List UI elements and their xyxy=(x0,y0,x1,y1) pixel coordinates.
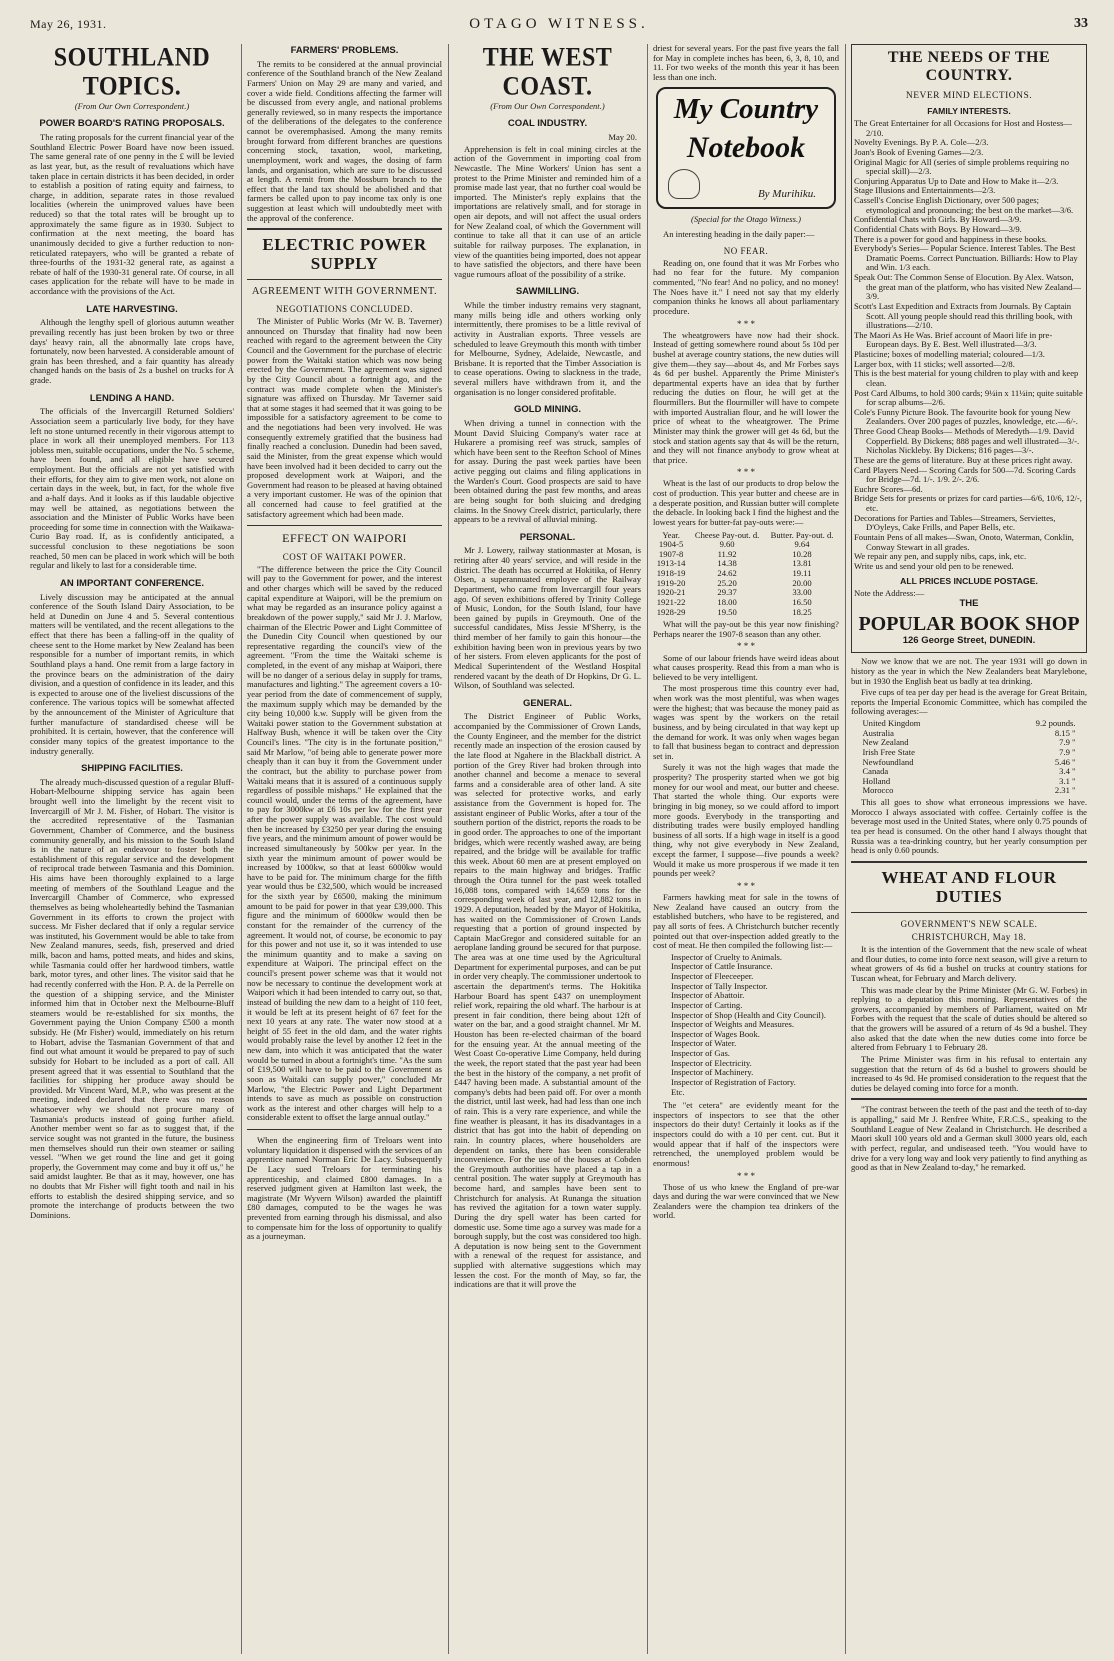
subheading: AGREEMENT WITH GOVERNMENT. xyxy=(251,286,438,298)
country-cell: New Zealand xyxy=(862,737,909,748)
table-cell: 9.60 xyxy=(719,539,735,550)
country-cell: Australia xyxy=(862,727,894,738)
column-rule xyxy=(241,44,242,1654)
paragraph: "The difference between the price the City Council will pay to the Government for power, and the interest and other charges which will be saved by the reduced capital expenditure at Waipori, will be the premium on what may be regarded as an insurance policy against a breakdown of the power supply," said Mr J. J. Marlow, chairman of the Electric Power and Light Committee of the Dunedin City Council when questioned by our representative regarding the council's view of the agreement. "From the time the Waitaki scheme is completed, in the event of any mishap at Waipori, there will be no danger of a serious delay in supply for trams, manufactures and lighting." The agreement covers a 10-year period from the date of commencement of supply, the maximum supply which may be demanded by the city being 10,000 k.w. Supply will be given from the Waitaki power station to the Government substation at Halfway Bush, whence it will be taken over the City Council's lines. "The city is in the fortunate position," said Mr Marlow, "of being able to generate power more cheaply than it can buy it from the Government under the contract, but the ability to purchase power from Waitaki means that it is assured of a continuous supply regardless of possible mishaps." He explained that the council would, under the terms of the agreement, have to pay for 3000kw at £6 10s per kw for the first year after the power supply was available. The cost would then be increased by £3250 per year during the ensuing five years, and the minimum amount of power would be increased simultaneously by 500kw per year. In the sixth year the minimum amount of power would be increased by 1000kw, so that at least 6000kw would have to be paid for. The minimum charge for the fifth year would thus be £32,500, which would be increased for the sixth year by £6500, making the minimum amount to be paid for power in that year £39,000. This figure and the minimum of 6000kw would then be constant for the remainder of the currency of the agreement. It would not, of course, be economic to pay for this power and not use it, so it was intended to use the minimum quantity and to make a saving on expenditure at Waipori. The principal effect on the council's present power scheme was that it would not now be necessary to continue the development work at Waipori which it had been intended to carry out, so that, instead of building the new dam to a height of 110 feet, it would be left at its present height of 67 feet for the next 10 years at any rate. The water now stood at a height of 55 feet in the old dam, and the water rights would probably raise the level by another 12 feet in the new dam, into which it was anticipated that the water would be turned in about a fortnight's time. "As the sum of £19,500 will have to be paid to the Government as soon as Waitaki can supply power," concluded Mr Marlow, "the Electric Power and Light Department intends to save as much as possible on construction work as the interest and other charges will help to a considerable extent to offset the large annual outlay." xyxy=(247,563,442,1123)
value-cell: 3.1 " xyxy=(1059,775,1076,786)
table-header: Butter. Pay-out. d. xyxy=(770,529,834,540)
ad-items xyxy=(854,119,1084,571)
list-item: Etc. xyxy=(671,1086,685,1097)
table-cell: 18.25 xyxy=(792,606,812,617)
column-rule xyxy=(845,44,846,1654)
paragraph: driest for several years. For the past five years the fall for May in complete inches has been, 6, 3, 8, 10, and 11. For two weeks of the month this year it has been less than one inch. xyxy=(653,44,839,82)
paper-name: OTAGO WITNESS. xyxy=(469,16,649,32)
ad-item: The Maori As He Was. Brief account of Maori life in pre-European days. By E. Best. Well illustrated—3/3. xyxy=(854,329,1053,350)
paragraph: It is the intention of the Government that the new scale of wheat and flour duties, to come into force next season, will give a return to wheat growers of 4s 6d a bushel on trucks at country stations for Tuscan wheat, for February and March delivery. xyxy=(851,944,1087,983)
table-cell: 19.50 xyxy=(717,606,737,617)
country-cell: Irish Free State xyxy=(862,746,915,757)
ad-item: Decorations for Parties and Tables—Streamers, Serviettes, D'Oyleys, Cake Frills, and Paper Bells, etc. xyxy=(854,512,1056,533)
table-cell: 1907-8 xyxy=(658,548,684,559)
column-rule xyxy=(448,44,449,1654)
value-cell: 7.9 " xyxy=(1059,746,1076,757)
section-heading: NO FEAR. xyxy=(723,245,769,256)
table-cell: 9.64 xyxy=(794,539,810,550)
list-item: Inspector of Water. xyxy=(671,1038,737,1049)
list-item: Inspector of Cattle Insurance. xyxy=(671,961,773,972)
table-header: Cheese Pay-out. d. xyxy=(694,529,760,540)
section-heading: AN IMPORTANT CONFERENCE. xyxy=(60,577,204,589)
country-cell: Newfoundland xyxy=(862,756,914,767)
list-item: Inspector of Shop (Health and City Council). xyxy=(671,1009,826,1020)
column-west-coast xyxy=(454,44,641,1656)
divider xyxy=(851,912,1087,913)
paragraph: The Prime Minister was firm in his refusal to entertain any suggestion that the return of 4s 6d a bushel to growers should be increased to 4s 9d. He promised consideration to the request that the duties be delayed coming into force for a month. xyxy=(851,1053,1087,1093)
list-item: Inspector of Tally Inspector. xyxy=(671,980,768,991)
shop-address: 126 George Street, DUNEDIN. xyxy=(902,634,1036,646)
value-cell: 5.46 " xyxy=(1054,756,1076,767)
paragraph: Wheat is the last of our products to drop below the cost of production. This year butter and cheese are in a desperate position, and Russian butter will complete the debacle. In looking back I find the highest and the lowest years for butter-fat pay-outs were:— xyxy=(653,478,839,527)
ad-item: Fountain Pens of all makes—Swan, Onoto, Waterman, Conklin, Conway Stewart in all grades. xyxy=(854,531,1074,552)
ad-item: There is a power for good and happiness in these books. xyxy=(854,233,1048,244)
article-title: ELECTRIC POWER SUPPLY xyxy=(262,235,427,274)
value-cell: 2.31 " xyxy=(1054,785,1076,796)
table-cell: 20.00 xyxy=(792,577,812,588)
table-cell: 1928-29 xyxy=(656,606,686,617)
divider xyxy=(247,228,442,230)
table-cell: 24.62 xyxy=(717,568,737,579)
postage-note: ALL PRICES INCLUDE POSTAGE. xyxy=(900,576,1038,587)
column-farmers-power xyxy=(247,44,442,1656)
paragraph: The Minister of Public Works (Mr W. B. Taverner) announced on Thursday that finality had now been reached with regard to the agreement between the City Council and the Government for the purchase of electric power from the Waitaki station which was now being erected by the Government. The agreement was signed by the City Council about a fortnight ago, and the contract was made complete when the Minister's signature was affixed on Thursday. Mr Taverner said that at some stages it had seemed that it was going to be impossible for a satisfactory agreement to be come to and the negotiations had been very involved. He was consequently extremely gratified that the business had finally reached a conclusion. Dunedin had been saved, said the Minister, from the great expense which would have been involved had it been decided to carry out the proposed development work at Waipori, and the Government had reason to be pleased at having obtained a very important customer. He was of the opinion that all concerned had cause to feel gratified at the satisfactory agreement which had been made. xyxy=(247,316,442,519)
paragraph: This all goes to show what erroneous impressions we have. Morocco I always associated with coffee. Certainly coffee is the beverage most used in the United States, where only 0.75 pounds of tea per head is consumed. On the other hand I always thought that Russia was a tea-drinking country, but her yearly consumption per head is only 0.60 pounds. xyxy=(851,797,1087,856)
section-heading: PERSONAL. xyxy=(519,531,576,543)
address-note: Note the Address:— xyxy=(854,588,925,599)
ad-item: Conjuring Apparatus Up to Date and How to Make it—2/3. xyxy=(854,175,1059,186)
paragraph: What will the pay-out be this year now finishing? Perhaps nearer the 1907-8 season than any other. xyxy=(653,619,839,639)
column-rule xyxy=(647,44,648,1654)
country-notebook-logo xyxy=(656,87,836,209)
paragraph: Those of us who knew the England of pre-war days and during the war were convinced that we New Zealanders were the champion tea drinkers of the world. xyxy=(653,1181,839,1221)
separator-stars: * * * xyxy=(737,318,755,329)
table-cell: 1921-22 xyxy=(656,596,686,607)
paragraph: The remits to be considered at the annual provincial conference of the Southland branch of the New Zealand Farmers' Union on May 29 are many and varied, and cover a wide field. Conditions affecting the farmer will be discussed from every angle, and national problems generally reviewed, so in many respects the importance of the deliberations of the delegates to the conference cannot be overemphasised. Among the many remits brought forward from different branches are questions concerning stock, taxation, wool, marketing, unemployment, work and wages, the dosing of farm lands, and organisation, which are sure to be discussed at length. A remit from the Mossburn branch to the effect that the land tax should be abolished and that farmers be called upon to pay income tax only is one suggestion at least which will undoubtedly meet with the approval of the conference. xyxy=(247,58,442,223)
section-heading: SAWMILLING. xyxy=(515,286,580,298)
paragraph: Surely it was not the high wages that made the prosperity? The prosperity started when we got big money for our wool and meat, our butter and cheese. That started the whole thing. Our exports were bringing in big money, so we could afford to import more goods. Everybody in the transporting and distributing trades were busily employed handling business of all sorts. If a high wage in itself is a good thing, why not give everybody in New Zealand, except the farmer, I suppose—five pounds a week? Would it make us more prosperous if we made it ten pounds per week? xyxy=(653,762,839,879)
logo-line-2: Notebook xyxy=(686,130,806,164)
list-item: Inspector of Electricity. xyxy=(671,1057,752,1068)
paragraph: Five cups of tea per day per head is the average for Great Britain, reports the Imperial Economic Committee, which has compiled the following averages:— xyxy=(851,687,1087,717)
book-shop-advertisement xyxy=(851,44,1087,653)
list-item: Inspector of Weights and Measures. xyxy=(671,1019,795,1030)
table-row xyxy=(860,758,1077,768)
ad-item: Everybody's Series— Popular Science. Interest Tables. The Best Dramatic Poems. Correct Punctuation. Billiards: How to Play and Win. 1/3 each. xyxy=(854,243,1078,273)
table-cell: 1904-5 xyxy=(658,539,684,550)
ad-item: This is the best material for young children to play with and keep clean. xyxy=(854,368,1079,388)
dateline: May 20. xyxy=(608,132,637,142)
byline: (Special for the Otago Witness.) xyxy=(690,213,802,224)
paragraph: Farmers hawking meat for sale in the towns of New Zealand have caused an outcry from the established butchers, who have to be registered, and pay all sorts of fees. A Christchurch butcher recently pointed out that over-inspection added greatly to the cost of meat. He then compiled the following list:— xyxy=(653,892,839,951)
paragraph: When the engineering firm of Treloars went into voluntary liquidation it dispensed with the services of an apprentice named Norman Eric De Lacy. Subsequently De Lacy sued Treloars for terminating his apprenticeship, and claimed £800 damages. In a reserved judgment given at Hamilton last week, the magistrate (Mr Wyvern Wilson) awarded the plaintiff £80 damages, computed to be the wages he was prevented from earning through his dismissal, and also to compensate him for the loss of opportunity to qualify as a journeyman. xyxy=(247,1135,442,1242)
list-item: Inspector of Wages Book. xyxy=(671,1028,760,1039)
shop-the: THE xyxy=(959,597,979,609)
divider xyxy=(247,1129,442,1130)
paragraph: The rating proposals for the current financial year of the Southland Electric Power Board have now been issued. The same general rate of one penny in the £ will be levied as last year, but, as the result of revaluations which have taken place in certain districts it has been decided, in order to establish a position of rating equity and fairness, to charge, in addition, separate rates in those revalued localities (wherein the unimproved values have been reduced) so that the total rates will be brought up to approximately the same figure as in 1930. Subject to confirmation at the next meeting, the board has unanimously decided to give a further reduction to non-reticulated ratepayers, who will be granted a rebate of three-fourths of the 1931-32 general rate, as against a rebate of half of the 1930-31 general rate. Of course, in all cases application for the rebate will have to be made in accordance with the provisions of the Act. xyxy=(30,132,234,296)
ad-item: Cole's Funny Picture Book. The favourite book for young New Zealanders. Over 200 pages of puzzles, knowledge, etc.—6/-. xyxy=(854,406,1078,427)
article-title: EFFECT ON WAIPORI xyxy=(282,531,407,546)
paragraph: The "et cetera" are evidently meant for the inspectors of inspectors to see that the other inspectors do their duty! Certainly it looks as if the inspectors could do with a 10 per cent. cut. But it would appear that if half of the inspectors were retrenched, the unemployed problem would be enormous! xyxy=(653,1100,839,1168)
flower-pot-icon xyxy=(668,169,700,199)
ad-section-heading: FAMILY INTERESTS. xyxy=(927,106,1011,117)
paragraph: The District Engineer of Public Works, accompanied by the Commissioner of Crown Lands, the County Engineer, and the member for the district recently made an inspection of the erosion caused by the late flood at Ngahere in the Blackball district. A portion of the Grey River had broken through into another channel and become a menace to several farms and a considerable area of other land. A site was selected for protective works, and early assistance from the Government is hoped for. The assistant engineer of Public Works, after a tour of the southern portion of the district, reports the roads to be in good order. The approaches to one of the important bridges, which were recently washed away, are being repaired, and the bridge will be available for traffic this week. About 60 men are at present employed on repairs to the main highway and bridges. Traffic through the Otira tunnel for the past week totalled 16,088 tons, compared with 14,659 tons for the corresponding week of last year, and 12,882 tons in 1929. A deputation, headed by the Mayor of Hokitika, has waited on the Commissioner of Crown Lands requesting that a portion of ground inspected by Captain MacGregor and considered suitable for an aeroplane landing ground be secured for that purpose. The area was at one time used by the Agricultural Department for experimental purposes, and can be put in order very cheaply. The commissioner undertook to ascertain the department's terms. The Hokitika Harbour Board has spent £437 on unemployment relief work, repairing the old wharf. The harbour is at present in fair condition, there being about 12ft of water on the bar, and a good straight channel. Mr M. Houston has been re-elected chairman of the board for the ensuing year. At the annual meeting of the West Coast Co-operative Lime Company, held during the week, the report stated that the past year had been the best in the history of the company, a net profit of £447 having been made. A substantial amount of the company's debts had been paid off. For over a month the district, until last week, had had less than one inch of rain. This is a very rare experience, and while the fine weather is pleasant, it has its disadvantages in a district that has got into the habit of depending on rain. In country places, where householders are dependent on tanks, there has been considerable inconvenience. For the use of the houses at Cobden the Greymouth authorities have placed a tap in a central position. The water supply at Greymouth has become hard, and samples have been sent to Christchurch for analysis. At Runanga the situation has revived the agitation for a town water supply. During the dry spell water has been carted for domestic use. Some time ago a survey was made for a borough supply, but the cost was considered too high. A deputation is now being sent to the Government with a renewal of the request for assistance, and supplied with alternative suggestions which may lessen the cost. For the month of May, so far, the indications are that it will prove the xyxy=(454,711,641,1290)
article-title: THE WEST COAST. xyxy=(482,44,613,101)
ad-item: Post Card Albums, to hold 300 cards; 9¼in x 11¼in; quite suitable for scrap albums—2/6. xyxy=(854,387,1083,408)
ad-item: Write us and send your old pen to be renewed. xyxy=(854,560,1014,571)
list-item: Inspector of Machinery. xyxy=(671,1067,754,1078)
subheading: NEGOTIATIONS CONCLUDED. xyxy=(276,304,413,315)
ad-item: The Great Entertainer for all Occasions for Host and Hostess—2/10. xyxy=(854,118,1072,138)
table-row xyxy=(860,767,1077,777)
paragraph: The most prosperous time this country ever had, when work was the most plentiful, was when wages were the highest; that was because the money paid as wages was spent by the workers on the retail business, and by being circulated in that way kept up the demand for work. It was only when wages began to fall that business began to contract and depression set in. xyxy=(653,683,839,761)
payout-table xyxy=(653,531,839,618)
ad-subtitle: NEVER MIND ELECTIONS. xyxy=(905,90,1033,101)
paragraph: The officials of the Invercargill Returned Soldiers' Association seem a particularly live body, for they have left no stone unturned recently in their vigorous attempt to place in work all their unemployed members. For 113 jobless men, suitable occupations, under the No. 5 scheme, have been found, and all eligible have secured employment. But the officials are not yet satisfied with their efforts, for they aim to give men work, not alone on certain days in the week, but, in fact, for the whole five and a-half days. And it looks as if this laudable objective may well be attained, as negotiations between the association and the Minister of Public Works have been proceeding for some time in connection with the Waikawa-Curio Bay road. If, as is confidently anticipated, a successful conclusion to these negotiations be soon reached, 50 men can be placed in work which will be both regular and likely to last for a considerable time. xyxy=(30,406,234,571)
ad-item: Stage Illusions and Entertainments—2/3. xyxy=(854,185,996,196)
list-item: Inspector of Cruelty to Animals. xyxy=(671,951,782,962)
list-item: Inspector of Abattoir. xyxy=(671,990,745,1001)
paragraph: Lively discussion may be anticipated at the annual conference of the South Island Dairy Association, to be held at Dunedin on June 4 and 5. Several contentious matters will be ventilated, and the recent allegations to the effect that there has been a falling-off in the quality of cheese sent to the Home market by New Zealand has been responsible for a number of important remits, in which Southland plays a hand. One remit from a large factory in the province bears on the administration of the dairy division, and a question of confidence in its leader, and this is expected to arouse one of the liveliest discussions of the conference. The various topics will be somewhat affected by the announcement of the Minister of Agriculture that further manufacture of standardised cheese will be prohibited. It is certain, however, that the conference will consider many topics of the greatest importance to the industry generally. xyxy=(30,591,234,756)
table-cell: 1920-21 xyxy=(656,587,686,598)
paragraph: The wheatgrowers have now had their shock. Instead of getting somewhere round about 5s 10d per bushel at average country stations, the new duties will give them—they say—about 4s, and Mr Forbes says 4s 6d per bushel. Apparently the Prime Minister's departmental experts have an idea that by further reducing the duties on flour, he will get at the flourmillers. But the flourmiller will have to compete with imported Australian flour, and he will lower the price of wheat to the wheatgrower. The Prime Minister may think the grower will get 4s 6d, but the stock and station agents say that 4s will be the return, and they will not finance anybody to grow wheat at that price. xyxy=(653,329,839,465)
separator-stars: * * * xyxy=(737,641,755,652)
list-item: Inspector of Fleeceeper. xyxy=(671,971,754,982)
paragraph: Although the lengthy spell of glorious autumn weather prevailing recently has just been broken by two or three days' heavy rain, all the abnormally late crops have, fortunately, now been harvested. A considerable amount of grain has been threshed, and a fair quantity has already changed hands on the basis of 2s a bushel on trucks for A grade. xyxy=(30,317,234,385)
divider xyxy=(247,525,442,526)
byline: (From Our Own Correspondent.) xyxy=(74,100,190,111)
article-title: WHEAT AND FLOUR DUTIES xyxy=(881,867,1057,906)
separator-stars: * * * xyxy=(737,880,755,891)
value-cell: 7.9 " xyxy=(1059,737,1076,748)
page-number: 33 xyxy=(1074,16,1088,31)
divider xyxy=(851,1098,1087,1100)
separator-stars: * * * xyxy=(737,467,755,478)
paragraph: An interesting heading in the daily paper:— xyxy=(663,229,815,240)
section-heading: POWER BOARD'S RATING PROPOSALS. xyxy=(39,118,225,130)
logo-line-1: My Country xyxy=(673,92,819,125)
ad-item: Original Magic for All (series of simple problems requiring no special skill)—2/3. xyxy=(854,156,1070,177)
section-heading: GENERAL. xyxy=(522,697,573,709)
paragraph: This was made clear by the Prime Minister (Mr G. W. Forbes) in replying to a deputation this morning. Representatives of the growers, accompanied by members of Parliament, waited on Mr Forbes with the request that the scale of duties should be altered so that the growers will be assured of a return of 4s 9d a bushel. They also asked that the date when the new duties come into force be altered from February 1 to February 28. xyxy=(851,984,1087,1053)
logo-author: By Murihiku. xyxy=(757,188,816,201)
value-cell: 3.4 " xyxy=(1059,766,1076,777)
section-heading: LENDING A HAND. xyxy=(89,392,175,404)
table-cell: 13.81 xyxy=(792,558,812,569)
paragraph: While the timber industry remains very stagnant, many mills being idle and others working only intermittently, there promises to be a little revival of activity in Australian exports. Three vessels are scheduled to leave Greymouth this month with timber for Melbourne, Sydney, Adelaide, Newcastle, and Brisbane. It is reported that the Timber Association is to cease operations. Owing to slackness in the trade, several millers have withdrawn from it, and the organisation is no longer considered profitable. xyxy=(454,300,641,397)
ad-item: Card Players Need— Scoring Cards for 500—7d. Scoring Cards for Bridge—7d. 1/-. 1/9. 2/-. 2/6. xyxy=(854,464,1076,485)
ad-item: Three Good Cheap Books— Methods of Meredyth—1/9. David Copperfield. By Dickens; 888 pages and well illustrated—3/-. Nicholas Nickleby. By Dickens; 816 pages—3/-. xyxy=(854,426,1080,456)
table-cell: 14.38 xyxy=(717,558,737,569)
table-header: Year. xyxy=(662,529,680,540)
ad-item: Confidential Chats with Girls. By Howard—3/9. xyxy=(854,214,1022,225)
ad-item: We repair any pen, and supply nibs, caps, ink, etc. xyxy=(854,551,1027,562)
ad-item: Speak Out: The Common Sense of Elocution. By Alex. Watson, the great man of the platform, who has visited New Zealand—3/9. xyxy=(854,272,1082,302)
column-country-notebook xyxy=(653,44,839,1656)
section-heading: SHIPPING FACILITIES. xyxy=(81,763,183,775)
section-heading: LATE HARVESTING. xyxy=(86,303,178,315)
column-needs-of-country xyxy=(851,44,1087,1656)
ad-item: Scott's Last Expedition and Extracts from Journals. By Captain Scott. All young people should read this thrilling book, with illustrations—2/10. xyxy=(854,300,1073,331)
value-cell: 9.2 pounds. xyxy=(1035,718,1076,729)
table-cell: 16.50 xyxy=(792,596,812,607)
section-heading: COAL INDUSTRY. xyxy=(507,118,588,130)
shop-name: POPULAR BOOK SHOP xyxy=(858,613,1080,636)
table-cell: 18.00 xyxy=(717,596,737,607)
ad-item: Cassell's Concise English Dictionary, over 500 pages; etymological and pronouncing; the best on the market—3/6. xyxy=(854,195,1074,215)
value-cell: 8.15 " xyxy=(1054,727,1076,738)
subheading: COST OF WAITAKI POWER. xyxy=(282,551,407,562)
paragraph: Mr J. Lowery, railway stationmaster at Mosan, is retiring after 40 years' service, and will reside in the district. The death has occurred at Hokitika, of Henry Olsen, a superannuated employee of the Railway Department, who came from Invercargill four years ago. Of seven exhibitions offered by Trinity College of Music, London, for the South Island, four have been gained by pupils in Greymouth. One of the successful candidates, Miss Jessie M'Sherry, is the third member of her family to gain this honour—the exhibition having been won in previous years by two of her sisters. From eleven applicants for the post of Medical Superintendent of the Westland Hospital rendered vacant by the death of Dr Hopkins, Dr G. L. Wilson, of Southland was selected. xyxy=(454,545,641,691)
table-cell: 1918-19 xyxy=(656,568,686,579)
table-cell: 1913-14 xyxy=(656,558,686,569)
table-cell: 11.92 xyxy=(717,548,737,559)
country-cell: Morocco xyxy=(862,785,894,796)
table-cell: 10.28 xyxy=(792,548,812,559)
divider xyxy=(247,279,442,280)
table-row xyxy=(860,777,1077,787)
country-cell: United Kingdom xyxy=(862,718,921,729)
ad-item: Euchre Scores—6d. xyxy=(854,483,923,494)
article-title: SOUTHLAND TOPICS. xyxy=(53,44,211,101)
paragraph: When driving a tunnel in connection with the Mount David Sluicing Company's water race at Hukarere a promising reef was struck, samples of which have been sent to the Reefton School of Mines for assay. During the past week parties have been active pegging out claims and filing applications in the Warden's Court. Good prospects are said to have been obtained during the past few months, and areas are being sought for both sluicing and dredging claims. In the Snowy Creek district, particularly, there appears to be a revival of alluvial mining. xyxy=(454,417,641,525)
divider xyxy=(851,861,1087,863)
table-cell: 1919-20 xyxy=(656,577,686,588)
column-southland-topics xyxy=(30,44,234,1656)
paragraph: Reading on, one found that it was Mr Forbes who had no fear for the future. My companion commented, "No fear! And no policy, and no money! The Noes have it." I need not say that my elderly companion thinks he knows all about parliamentary procedure. xyxy=(653,257,839,316)
tea-consumption-table xyxy=(860,719,1077,796)
ad-item: Novelty Evenings. By P. A. Cole—2/3. xyxy=(854,137,989,148)
separator-stars: * * * xyxy=(737,1170,755,1181)
table-cell: 19.11 xyxy=(792,568,812,579)
paragraph: Apprehension is felt in coal mining circles at the action of the Government in importing coal from Newcastle. The Mine Workers' Union has sent a protest to the Prime Minister and reminded him of a promise made last year, that no further coal would be imported. The Minister's reply explains that the importations are relatively small, and for storage in open air depots, and will not affect the usual orders for New Zealand coal, of which the Government will continue to take all that it can use of an article suitable for railway purposes. The explanation, in view of the quantities being imported, does not appear to have satisfied the objectors, and there have been vague rumours afloat of the possibility of a strike. xyxy=(454,143,641,279)
list-item: Inspector of Registration of Factory. xyxy=(671,1076,796,1087)
section-heading: FARMERS' PROBLEMS. xyxy=(290,45,399,56)
ad-item: Bridge Sets for presents or prizes for card parties—6/6, 10/6, 12/-, etc. xyxy=(854,493,1082,514)
section-heading: GOLD MINING. xyxy=(513,404,582,416)
ad-item: Larger box, with 11 sticks; well assorted—2/8. xyxy=(854,358,1015,369)
ad-item: Joan's Book of Evening Games—2/3. xyxy=(854,146,984,157)
list-item: Inspector of Gas. xyxy=(671,1048,730,1059)
country-cell: Canada xyxy=(862,766,889,777)
table-row xyxy=(653,608,839,618)
ad-title: THE NEEDS OF THE COUNTRY. xyxy=(887,49,1051,84)
ad-item: Confidential Chats with Boys. By Howard—3/9. xyxy=(854,223,1022,234)
country-cell: Holland xyxy=(862,775,891,786)
subheading: GOVERNMENT'S NEW SCALE. xyxy=(900,918,1038,929)
ad-item: Plasticine; boxes of modelling material; coloured—1/3. xyxy=(854,349,1045,360)
table-cell: 33.00 xyxy=(792,587,812,598)
paragraph: The already much-discussed question of a regular Bluff-Hobart-Melbourne shipping service has again been brought well into the limelight by the recent visit to Invercargill of Mr J. M. Fisher, of Hobart. The visitor is the accredited representative of the Tasmanian Government, Chamber of Commerce, and the business community generally, and his mission to the South Island is in the nature of an endeavour to foster both the establishment of this regular service and the development of reciprocal trade between Tasmania and this Dominion. His aims have been thoroughly explained to a large meeting of members of the Southland League and the Invercargill Chamber of Commerce, who expressed themselves as being wholeheartedly behind the Tasmanian Government in its efforts to crown the project with success. Mr Fisher declared that if only a regular service was instituted, his Government would be able to take from New Zealand manures, seeds, fish, preserved and dried milk, bacon and hams, potted meats, and hides and skins, while Tasmania could offer her hardwood timbers, wattle bark, motor tyres, and other lines. The visitor said that he had recently conferred with the Hon. P. A. de la Perrelle on the question of a shipping service, and the Minister informed him that in October next the Melbourne-Bluff steamers would be re-established for six months, the Government paying the Union Company £500 a month subsidy. He (Mr Fisher) would, immediately on his return to Hobart, advise the Tasmanian Government of that and find out what amount it would be prepared to pay of such subsidy for Hobart to be included as a port of call. All present agreed that it was essential to Southland that the facilities for shipping her produce away should be provided. Mr Vincent Ward, M.P., who was present at the meeting, indeed declared that there was no reason whatsoever why we should not procure many of Tasmania's products instead of going further afield. Another member went so far as to suggest that, if the service sought was not granted in the future, the business men themselves should run their own steamer or sailing vessel. "When we get round the line and get it going properly, the Government may come and buy it off us," he said amidst laughter. Be that as it may, however, one has no doubts that Mr Fisher will fight tooth and nail in his efforts to establish the desired shipping service, and so promote the interchange of products between the two Dominions. xyxy=(30,776,234,1220)
ad-item: These are the gems of literature. Buy at these prices right away. xyxy=(854,454,1073,465)
paragraph: "The contrast between the teeth of the past and the teeth of to-day is appalling," said Mr J. Renfree White, F.R.C.S., speaking to the Southland League of New Zealand in Christchurch. He described a Maori skull 100 years old and a German skull 3000 years old, each with perfect, regular, and undiseased teeth. "You would have to drive for a very long way and look very patiently to find anything as good as that in New Zealand to-day," he remarked. xyxy=(851,1104,1087,1173)
inspector-list xyxy=(653,953,839,1097)
table-cell: 25.20 xyxy=(717,577,737,588)
paragraph: Some of our labour friends have weird ideas about what causes prosperity. Read this from a man who is believed to be very intelligent. xyxy=(653,652,839,682)
byline: (From Our Own Correspondent.) xyxy=(490,100,605,111)
dateline: CHRISTCHURCH, May 18. xyxy=(911,931,1027,942)
table-cell: 29.37 xyxy=(717,587,737,598)
list-item: Inspector of Carting. xyxy=(671,999,743,1010)
masthead xyxy=(30,16,1088,38)
table-row xyxy=(860,786,1077,796)
issue-date: May 26, 1931. xyxy=(30,17,107,31)
paragraph: Now we know that we are not. The year 1931 will go down in history as the year in which the New Zealanders beat Marylebone, but in 1930 the English beat us badly at tea drinking. xyxy=(851,656,1087,686)
